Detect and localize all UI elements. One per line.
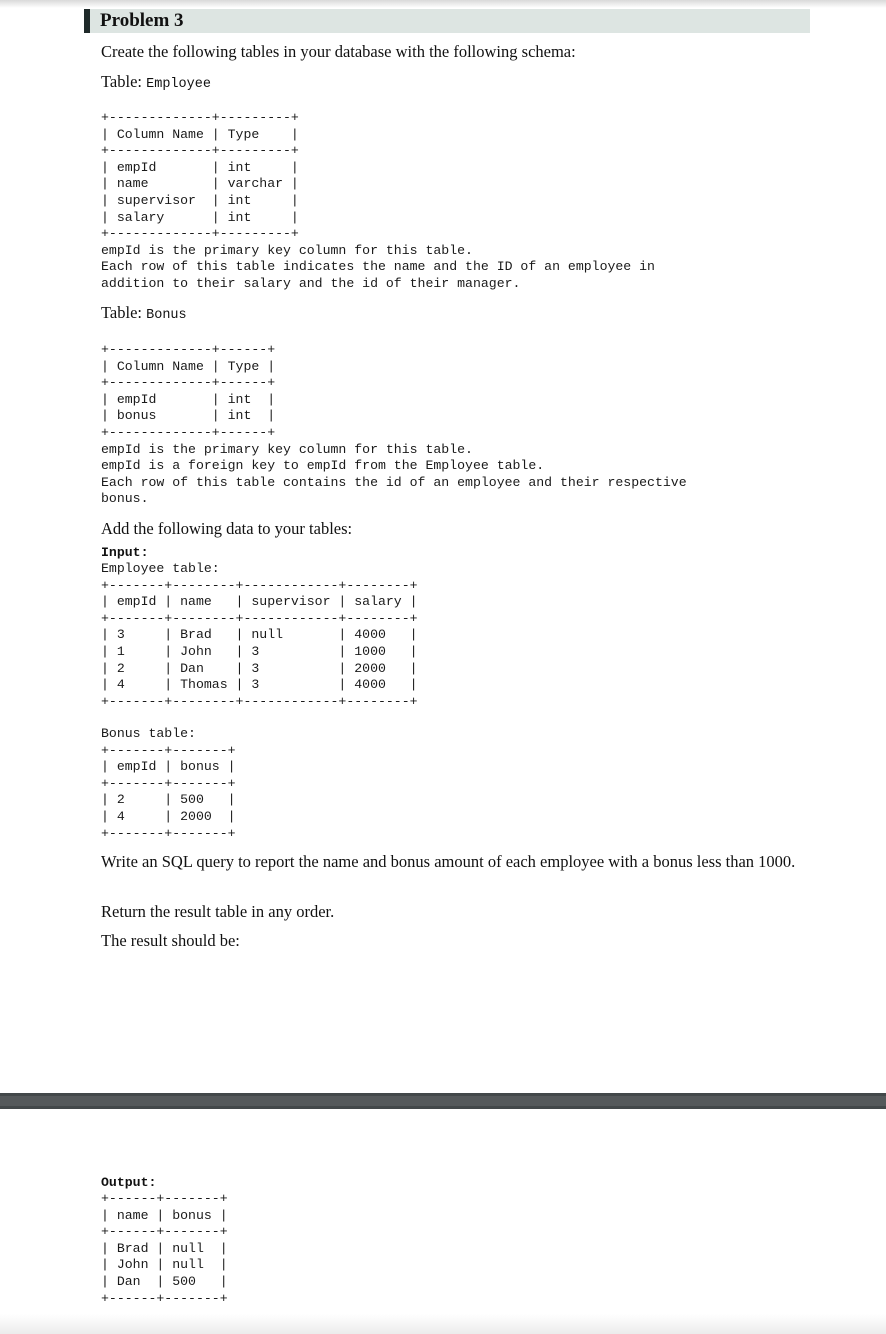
table-word: Table: <box>101 72 142 91</box>
page-divider-inner <box>0 1096 886 1106</box>
intro-text: Create the following tables in your database with the following schema: <box>101 42 576 61</box>
employee-data-table: Employee table: +-------+--------+------------+--------+ | empId | name | supervisor | salary | +-------+--------+------------+--------+ | 3 | Brad | null | 4000 | | 1 | John | 3 | 1000 | | 2 | Dan | 3 | 2000 | | 4 | Thomas | 3 | 4000 | +-------+--------+------------+--------+ <box>101 561 418 709</box>
heading-rule <box>84 9 90 33</box>
result-intro: The result should be: <box>101 931 240 950</box>
bonus-data-table: Bonus table: +-------+-------+ | empId | bonus | +-------+-------+ | 2 | 500 | | 4 | 2000 | +-------+-------+ <box>101 726 236 841</box>
heading-bar <box>84 9 810 33</box>
question-text: Write an SQL query to report the name and bonus amount of each employee with a bonus less than 1000. <box>101 852 796 871</box>
add-data-text: Add the following data to your tables: <box>101 519 353 538</box>
bonus-table-heading <box>101 302 187 326</box>
table-word: Table: <box>101 303 142 322</box>
employee-table-name: Employee <box>146 77 211 92</box>
bonus-schema: +-------------+------+ | Column Name | Type | +-------------+------+ | empId | int | | bonus | int | +-------------+------+ empId is the primary key column for this table. empId is a foreign key to empId from the Employee table. Each row of this table contains the id of an employee and their respective bonus. <box>101 342 687 507</box>
problem-title: Problem 3 <box>100 10 184 31</box>
bonus-table-name: Bonus <box>146 308 187 323</box>
employee-schema: +-------------+---------+ | Column Name | Type | +-------------+---------+ | empId | int | | name | varchar | | supervisor | int | | salary | int | +-------------+---------+ empId is the primary key column for this table. Each row of this table indicates the name and the ID of an employee in addition to their salary and the id of their manager. <box>101 110 655 291</box>
output-table: +------+-------+ | name | bonus | +------+-------+ | Brad | null | | John | null | | Dan | 500 | +------+-------+ <box>101 1191 228 1306</box>
top-shadow <box>0 0 886 8</box>
bottom-shade <box>0 1314 886 1334</box>
order-note: Return the result table in any order. <box>101 902 335 921</box>
input-label: Input: <box>101 545 149 560</box>
employee-table-heading <box>101 71 211 95</box>
output-label: Output: <box>101 1175 157 1190</box>
